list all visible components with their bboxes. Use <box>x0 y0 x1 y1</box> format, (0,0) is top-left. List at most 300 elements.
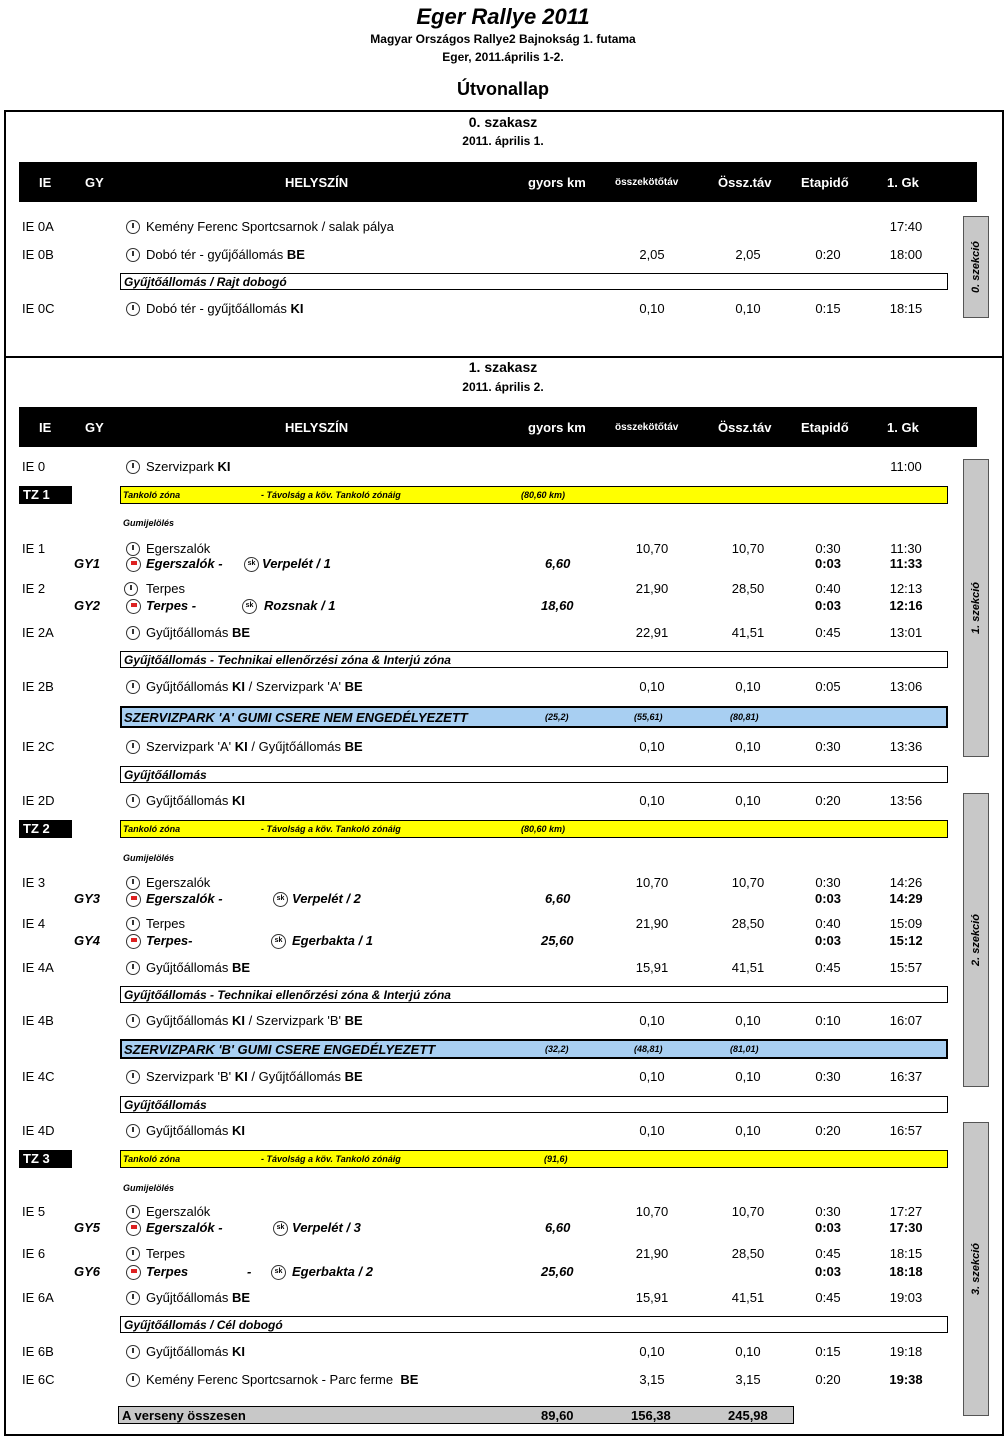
clock-icon <box>126 1247 140 1261</box>
row-ie2c <box>0 739 1006 757</box>
row-ie2a <box>0 625 1006 643</box>
total-distance: 0,10 <box>735 679 761 694</box>
total-distance: 28,50 <box>731 581 765 596</box>
service-text: SZERVIZPARK 'A' GUMI CSERE NEM ENGEDÉLYEZETT <box>124 710 468 725</box>
row-ie4a <box>0 960 1006 978</box>
tz2-badge <box>19 820 72 838</box>
col-gyors-km: gyors km <box>528 175 586 190</box>
stage-from: Terpes- <box>146 933 193 948</box>
stage-km: 25,60 <box>541 933 574 948</box>
link-distance: 0,10 <box>639 1344 665 1359</box>
clock-icon <box>126 626 140 640</box>
row-ie6a <box>0 1290 1006 1308</box>
link-distance: 22,91 <box>635 625 669 640</box>
tz-zone: Tankoló zóna <box>123 824 181 834</box>
stage-from: Terpes <box>146 1264 189 1279</box>
total-distance: 10,70 <box>731 541 765 556</box>
gy-code: GY2 <box>74 598 101 613</box>
location-flag-2: BE <box>344 1069 363 1084</box>
time: 13:36 <box>889 739 923 754</box>
location: Terpes <box>146 916 186 931</box>
row-ie2d <box>0 793 1006 811</box>
stage-km: 6,60 <box>545 1220 571 1235</box>
ie-code: IE 0B <box>22 247 54 262</box>
time: 17:27 <box>889 1204 923 1219</box>
link-distance: 10,70 <box>635 1204 669 1219</box>
time: 19:38 <box>889 1372 923 1387</box>
time: 12:13 <box>889 581 923 596</box>
service-park-b-bar <box>120 1039 948 1059</box>
time: 14:29 <box>889 891 923 906</box>
box-gyujto1 <box>120 766 948 783</box>
tz-zone: Tankoló zóna <box>123 490 181 500</box>
stage-time: 0:10 <box>815 1013 841 1028</box>
ie-code: IE 6C <box>22 1372 55 1387</box>
location <box>146 459 231 474</box>
finish-icon: sk <box>242 599 257 614</box>
total-distance: 0,10 <box>735 793 761 808</box>
ie-code: IE 3 <box>22 875 46 890</box>
place-date: Eger, 2011.április 1-2. <box>442 50 564 64</box>
time: 15:12 <box>889 933 923 948</box>
total-link: 156,38 <box>631 1408 671 1423</box>
ie-code: IE 6B <box>22 1344 54 1359</box>
championship-subtitle: Magyar Országos Rallye2 Bajnokság 1. futama <box>370 32 636 46</box>
stage-time: 0:45 <box>815 1246 841 1261</box>
tz2-bar <box>120 820 948 838</box>
location <box>146 1290 250 1305</box>
box-text: Gyűjtőállomás / Cél dobogó <box>124 1318 283 1332</box>
stage-time: 0:03 <box>814 933 842 948</box>
location <box>146 625 250 640</box>
service-v2: (55,61) <box>634 712 663 722</box>
gumi-label: Gumijelölés <box>123 518 175 528</box>
location <box>146 1069 363 1084</box>
ie-code: IE 4B <box>22 1013 54 1028</box>
clock-icon <box>126 1014 140 1028</box>
service-v1: (25,2) <box>545 712 569 722</box>
location-flag: KI <box>234 739 248 754</box>
total-distance: 0,10 <box>735 1069 761 1084</box>
time: 11:30 <box>890 541 922 556</box>
link-distance: 15,91 <box>635 1290 669 1305</box>
total-distance: 41,51 <box>731 625 765 640</box>
location-flag: BE <box>232 625 251 640</box>
location: Egerszalók <box>146 875 211 890</box>
ie-code: IE 0 <box>22 459 46 474</box>
location-text: Gyűjtőállomás <box>146 1013 229 1028</box>
stage-time: 0:45 <box>815 1290 841 1305</box>
row-ie4c <box>0 1069 1006 1087</box>
sekcio-1-label: 1. szekció <box>970 582 982 634</box>
location-flag: KI <box>217 459 231 474</box>
location: Terpes <box>146 1246 186 1261</box>
service-text: SZERVIZPARK 'B' GUMI CSERE ENGEDÉLYEZETT <box>124 1042 436 1057</box>
clock-icon <box>126 1345 140 1359</box>
link-distance: 0,10 <box>639 679 665 694</box>
row-gy4 <box>0 933 1006 951</box>
link-distance: 0,10 <box>639 793 665 808</box>
stage-time: 0:03 <box>814 556 842 571</box>
stage-time: 0:20 <box>815 793 841 808</box>
time: 18:00 <box>889 247 923 262</box>
location-flag: KI <box>232 793 245 808</box>
ie-code: IE 5 <box>22 1204 46 1219</box>
finish-icon: sk <box>273 1221 288 1236</box>
location-flag-2: BE <box>344 679 363 694</box>
location-flag: BE <box>286 247 305 262</box>
tz3-bar <box>120 1150 948 1168</box>
location-text: Gyűjtőállomás <box>146 1344 229 1359</box>
section1-header <box>19 407 977 447</box>
time: 18:18 <box>889 1264 923 1279</box>
total-label: A verseny összesen <box>122 1408 246 1423</box>
stage-time: 0:40 <box>815 581 841 596</box>
time: 14:26 <box>889 875 923 890</box>
total-distance: 0,10 <box>735 1344 761 1359</box>
ie-code: IE 4A <box>22 960 54 975</box>
ie-code: IE 2B <box>22 679 54 694</box>
stage-dash: - <box>247 1264 252 1279</box>
stage-to: Verpelét / 1 <box>262 556 331 571</box>
section1-date: 2011. április 2. <box>462 380 544 394</box>
stage-km: 18,60 <box>541 598 574 613</box>
box-text: Gyűjtőállomás - Technikai ellenőrzési zóna & Interjú zóna <box>124 653 451 667</box>
location <box>146 739 363 754</box>
race-total-row <box>118 1406 794 1424</box>
stage-time: 0:40 <box>815 916 841 931</box>
clock-icon <box>126 961 140 975</box>
location-flag: KI <box>234 1069 248 1084</box>
total-distance: 0,10 <box>735 1123 761 1138</box>
total-distance: 10,70 <box>731 1204 765 1219</box>
time: 16:37 <box>889 1069 923 1084</box>
total-distance: 41,51 <box>731 1290 765 1305</box>
box-text: Gyűjtőállomás / Rajt dobogó <box>124 275 287 289</box>
time: 15:09 <box>889 916 923 931</box>
gy-code: GY3 <box>74 891 101 906</box>
clock-icon <box>126 1070 140 1084</box>
link-distance: 0,10 <box>639 1069 665 1084</box>
row-ie4 <box>0 916 1006 934</box>
stage-time: 0:03 <box>814 1220 842 1235</box>
clock-icon <box>126 248 140 262</box>
stage-time: 0:30 <box>815 1069 841 1084</box>
location <box>146 1013 363 1028</box>
link-distance: 0,10 <box>639 739 665 754</box>
start-flag-icon <box>126 892 141 907</box>
link-distance: 21,90 <box>635 916 669 931</box>
stage-time: 0:15 <box>815 1344 841 1359</box>
gy-code: GY5 <box>74 1220 101 1235</box>
tz-km: (91,6) <box>544 1154 568 1164</box>
row-ie6b <box>0 1344 1006 1362</box>
service-v1: (32,2) <box>545 1044 569 1054</box>
tz-label: TZ 3 <box>23 1151 50 1166</box>
box-text: Gyűjtőállomás <box>124 1098 207 1112</box>
ie-code: IE 2 <box>22 581 46 596</box>
col-etapido: Etapidő <box>801 420 849 435</box>
clock-icon <box>126 1373 140 1387</box>
row-ie4d <box>0 1123 1006 1141</box>
location-flag: KI <box>232 1123 245 1138</box>
total-km: 89,60 <box>541 1408 574 1423</box>
tz-dist: - Távolság a köv. Tankoló zónáig <box>261 490 401 500</box>
link-distance: 21,90 <box>635 1246 669 1261</box>
total-distance: 28,50 <box>731 1246 765 1261</box>
ie-code: IE 1 <box>22 541 46 556</box>
col-helyszin: HELYSZÍN <box>285 420 349 435</box>
total-distance: 3,15 <box>735 1372 761 1387</box>
gy-code: GY4 <box>74 933 101 948</box>
total-distance: 0,10 <box>735 301 761 316</box>
time: 12:16 <box>889 598 923 613</box>
service-v2: (48,81) <box>634 1044 663 1054</box>
location-flag: KI <box>232 679 245 694</box>
clock-icon <box>126 1124 140 1138</box>
service-v3: (80,81) <box>730 712 759 722</box>
col-gy: GY <box>85 175 104 190</box>
link-distance: 15,91 <box>635 960 669 975</box>
box-cel <box>120 1316 948 1333</box>
stage-to: Verpelét / 3 <box>292 1220 361 1235</box>
row-gy5 <box>0 1220 1006 1238</box>
stage-to: Egerbakta / 1 <box>292 933 373 948</box>
time: 15:57 <box>889 960 923 975</box>
time: 13:01 <box>889 625 923 640</box>
sekcio-2-label: 2. szekció <box>970 914 982 966</box>
col-ossz-tav: Össz.táv <box>718 420 772 435</box>
stage-from: Egerszalók - <box>146 1220 223 1235</box>
ie-code: IE 6A <box>22 1290 54 1305</box>
finish-icon: sk <box>244 557 259 572</box>
box-gyujto2 <box>120 1096 948 1113</box>
total-distance: 245,98 <box>728 1408 768 1423</box>
box-tech1 <box>120 651 948 668</box>
time: 18:15 <box>889 1246 923 1261</box>
link-distance: 0,10 <box>639 301 665 316</box>
row-ie2b <box>0 679 1006 697</box>
col-ossz-tav: Össz.táv <box>718 175 772 190</box>
location-text: Szervizpark <box>146 459 214 474</box>
stage-time: 0:20 <box>815 1372 841 1387</box>
col-etapido: Etapidő <box>801 175 849 190</box>
row-ie0c <box>0 301 1006 319</box>
ie-code: IE 2A <box>22 625 54 640</box>
col-gk: 1. Gk <box>887 175 919 190</box>
stage-time: 0:30 <box>815 1204 841 1219</box>
tz-zone: Tankoló zóna <box>123 1154 181 1164</box>
ie-code: IE 6 <box>22 1246 46 1261</box>
box-text: Gyűjtőállomás - Technikai ellenőrzési zóna & Interjú zóna <box>124 988 451 1002</box>
col-gk: 1. Gk <box>887 420 919 435</box>
clock-icon <box>126 680 140 694</box>
section0-header <box>19 162 977 202</box>
start-flag-icon <box>126 599 141 614</box>
stage-km: 6,60 <box>545 891 571 906</box>
document-title: Útvonallap <box>456 79 549 99</box>
tz-label: TZ 2 <box>23 821 50 836</box>
finish-icon: sk <box>271 934 286 949</box>
stage-from: Terpes - <box>146 598 197 613</box>
location-flag: BE <box>232 1290 251 1305</box>
location-flag: KI <box>232 1013 245 1028</box>
location <box>146 679 363 694</box>
location: Egerszalók <box>146 541 211 556</box>
col-helyszin: HELYSZÍN <box>285 175 349 190</box>
clock-icon <box>126 542 140 556</box>
time: 13:56 <box>889 793 923 808</box>
row-gy1 <box>0 556 1006 574</box>
rally-title: Eger Rallye 2011 <box>416 4 590 29</box>
total-distance: 0,10 <box>735 1013 761 1028</box>
tz1-badge <box>19 486 72 504</box>
time: 19:18 <box>889 1344 923 1359</box>
location: Kemény Ferenc Sportcsarnok / salak pálya <box>146 219 394 234</box>
gumi-label: Gumijelölés <box>123 853 175 863</box>
stage-time: 0:15 <box>815 301 841 316</box>
stage-time: 0:30 <box>815 739 841 754</box>
clock-icon <box>126 302 140 316</box>
clock-icon <box>126 917 140 931</box>
row-ie0 <box>0 459 1006 477</box>
ie-code: IE 2D <box>22 793 55 808</box>
location <box>146 1123 245 1138</box>
location-flag-2: BE <box>344 1013 363 1028</box>
total-distance: 41,51 <box>731 960 765 975</box>
row-ie6 <box>0 1246 1006 1264</box>
location-text: Kemény Ferenc Sportcsarnok - Parc ferme <box>146 1372 394 1387</box>
location <box>146 793 245 808</box>
start-flag-icon <box>126 934 141 949</box>
time: 11:33 <box>889 556 923 571</box>
tz1-bar <box>120 486 948 504</box>
tz-km: (80,60 km) <box>521 490 566 500</box>
stage-time: 0:03 <box>814 891 842 906</box>
box-text: Gyűjtőállomás <box>124 768 207 782</box>
clock-icon <box>126 460 140 474</box>
gy-code: GY1 <box>74 556 101 571</box>
section1-title: 1. szakasz <box>468 359 538 375</box>
row-gy2 <box>0 598 1006 616</box>
time: 18:15 <box>889 301 923 316</box>
stage-time: 0:30 <box>815 875 841 890</box>
location: Egerszalók <box>146 1204 211 1219</box>
location <box>146 301 304 316</box>
ie-code: IE 4C <box>22 1069 55 1084</box>
time: 16:57 <box>889 1123 923 1138</box>
section0-title: 0. szakasz <box>468 114 538 130</box>
time: 17:40 <box>889 219 923 234</box>
row-ie2 <box>0 581 1006 599</box>
col-osszekoto: összekötőtáv <box>615 422 679 433</box>
time: 17:30 <box>889 1220 923 1235</box>
total-distance: 2,05 <box>735 247 761 262</box>
clock-icon <box>126 220 140 234</box>
location-flag: KI <box>290 301 304 316</box>
location-text: Szervizpark 'B' <box>146 1069 232 1084</box>
tz-km: (80,60 km) <box>521 824 566 834</box>
location-text: Szervizpark 'A' <box>146 739 232 754</box>
box-rajt <box>120 273 948 290</box>
ie-code: IE 2C <box>22 739 55 754</box>
stage-time: 0:03 <box>814 1264 842 1279</box>
link-distance: 3,15 <box>639 1372 665 1387</box>
col-gyors-km: gyors km <box>528 420 586 435</box>
row-ie0a <box>0 219 1006 237</box>
location-text-2: / Szervizpark 'B' <box>248 1013 342 1028</box>
stage-to: Verpelét / 2 <box>292 891 361 906</box>
location-flag-2: BE <box>344 739 363 754</box>
ie-code: IE 0C <box>22 301 55 316</box>
finish-icon: sk <box>273 892 288 907</box>
ie-code: IE 4 <box>22 916 46 931</box>
location: Terpes <box>146 581 186 596</box>
time: 13:06 <box>889 679 923 694</box>
location-text-2: / Gyűjtőállomás <box>251 739 341 754</box>
stage-time: 0:20 <box>815 247 841 262</box>
location-text: Dobó tér - gyűjtőállomás <box>146 301 287 316</box>
location <box>146 1372 418 1387</box>
row-ie6c <box>0 1372 1006 1390</box>
box-tech2 <box>120 986 948 1003</box>
row-ie4b <box>0 1013 1006 1031</box>
stage-time: 0:20 <box>815 1123 841 1138</box>
row-gy6 <box>0 1264 1006 1282</box>
total-distance: 0,10 <box>735 739 761 754</box>
link-distance: 21,90 <box>635 581 669 596</box>
stage-km: 25,60 <box>541 1264 574 1279</box>
clock-icon <box>124 582 138 596</box>
col-gy: GY <box>85 420 104 435</box>
tz-dist: - Távolság a köv. Tankoló zónáig <box>261 1154 401 1164</box>
location-flag: KI <box>232 1344 245 1359</box>
time: 11:00 <box>890 459 922 474</box>
time: 16:07 <box>889 1013 923 1028</box>
location-text-2: / Gyűjtőállomás <box>251 1069 341 1084</box>
link-distance: 0,10 <box>639 1013 665 1028</box>
section0-date: 2011. április 1. <box>462 134 544 148</box>
ie-code: IE 0A <box>22 219 54 234</box>
stage-km: 6,60 <box>545 556 571 571</box>
row-gy3 <box>0 891 1006 909</box>
finish-icon: sk <box>271 1265 286 1280</box>
location-text: Gyűjtőállomás <box>146 679 229 694</box>
service-v3: (81,01) <box>730 1044 759 1054</box>
col-osszekoto: összekötőtáv <box>615 177 679 188</box>
location-flag: BE <box>232 960 251 975</box>
location-text: Gyűjtőállomás <box>146 1123 229 1138</box>
tz3-badge <box>19 1150 72 1168</box>
tz-dist: - Távolság a köv. Tankoló zónáig <box>261 824 401 834</box>
location <box>146 247 305 262</box>
total-distance: 28,50 <box>731 916 765 931</box>
stage-to: Rozsnak / 1 <box>264 598 336 613</box>
clock-icon <box>126 876 140 890</box>
gy-code: GY6 <box>74 1264 101 1279</box>
stage-from: Egerszalók - <box>146 556 223 571</box>
location-text: Gyűjtőállomás <box>146 960 229 975</box>
tz-label: TZ 1 <box>23 487 50 502</box>
gumi-label: Gumijelölés <box>123 1183 175 1193</box>
start-flag-icon <box>126 557 141 572</box>
location <box>146 960 250 975</box>
stage-from: Egerszalók - <box>146 891 223 906</box>
clock-icon <box>126 1205 140 1219</box>
service-park-a-bar <box>120 706 948 728</box>
stage-time: 0:03 <box>814 598 842 613</box>
location-text: Gyűjtőállomás <box>146 625 229 640</box>
